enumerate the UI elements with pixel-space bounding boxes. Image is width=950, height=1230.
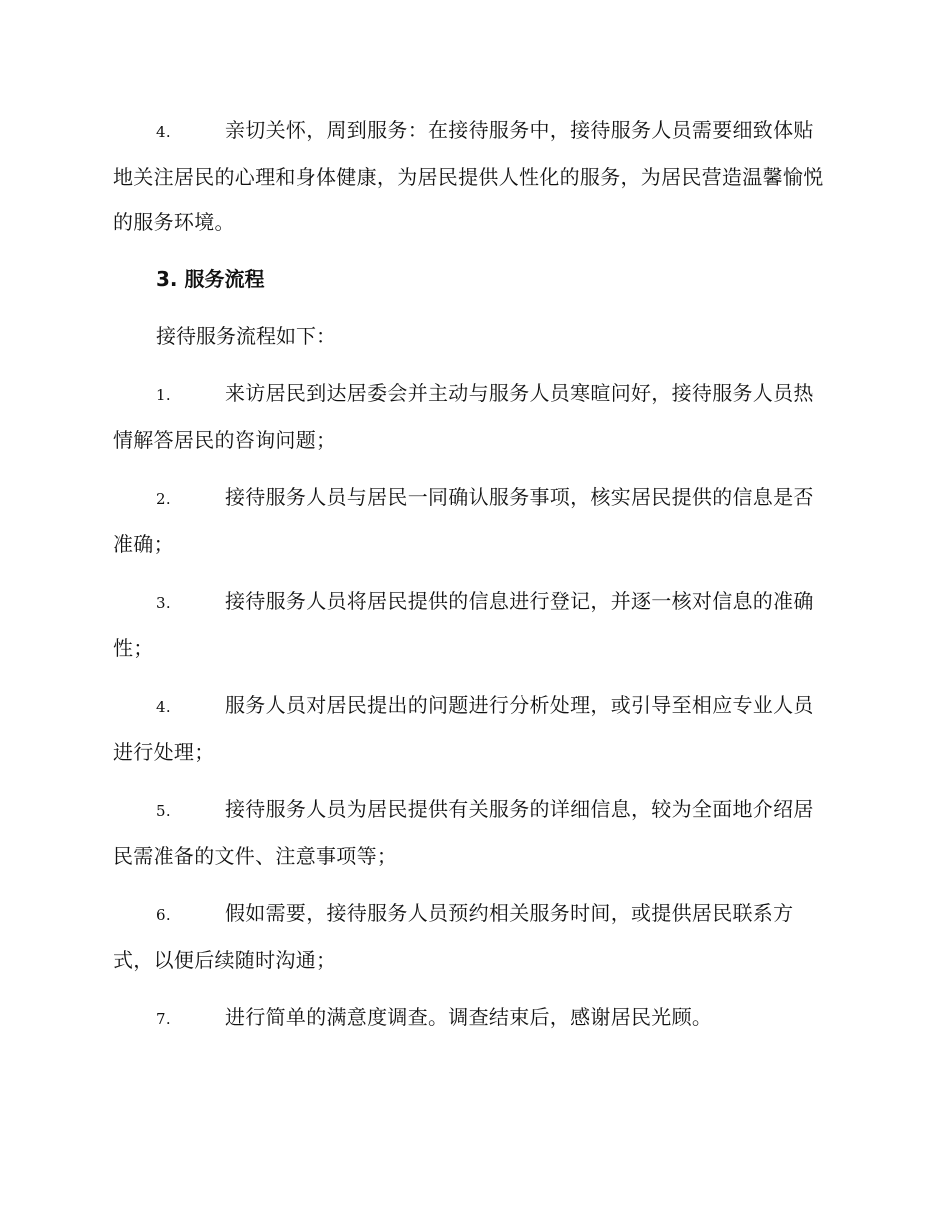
intro-paragraph: 接待服务流程如下：	[156, 324, 336, 348]
list-text: 进行简单的满意度调查。调查结束后，感谢居民光顾。	[225, 1005, 713, 1029]
list-number: 6.	[156, 906, 171, 924]
list-text: 接待服务人员为居民提供有关服务的详细信息，较为全面地介绍居民需准备的文件、注意事项等；	[113, 797, 814, 868]
list-item	[113, 108, 833, 245]
document-body	[113, 108, 833, 1042]
list-item	[113, 475, 833, 567]
list-number: 1.	[156, 386, 171, 404]
list-item	[113, 371, 833, 463]
list-text: 亲切关怀，周到服务：在接待服务中，接待服务人员需要细致体贴地关注居民的心理和身体健康，为居民提供人性化的服务，为居民营造温馨愉悦的服务环境。	[113, 118, 824, 234]
list-item	[113, 891, 833, 983]
list-item	[113, 579, 833, 671]
list-number: 5.	[156, 802, 171, 820]
list-item	[113, 683, 833, 775]
list-number: 3.	[156, 594, 171, 612]
list-text: 接待服务人员与居民一同确认服务事项，核实居民提供的信息是否准确；	[113, 485, 814, 556]
list-number: 7.	[156, 1010, 171, 1028]
list-text: 服务人员对居民提出的问题进行分析处理，或引导至相应专业人员进行处理；	[113, 693, 814, 764]
section-heading: 3. 服务流程	[156, 267, 265, 291]
list-number: 2.	[156, 490, 171, 508]
list-number: 4.	[156, 123, 171, 141]
list-item	[113, 995, 833, 1042]
list-item	[113, 787, 833, 879]
list-number: 4.	[156, 698, 171, 716]
list-text: 接待服务人员将居民提供的信息进行登记，并逐一核对信息的准确性；	[113, 589, 814, 660]
list-text: 假如需要，接待服务人员预约相关服务时间，或提供居民联系方式，以便后续随时沟通；	[113, 901, 794, 972]
list-text: 来访居民到达居委会并主动与服务人员寒暄问好，接待服务人员热情解答居民的咨询问题；	[113, 381, 814, 452]
